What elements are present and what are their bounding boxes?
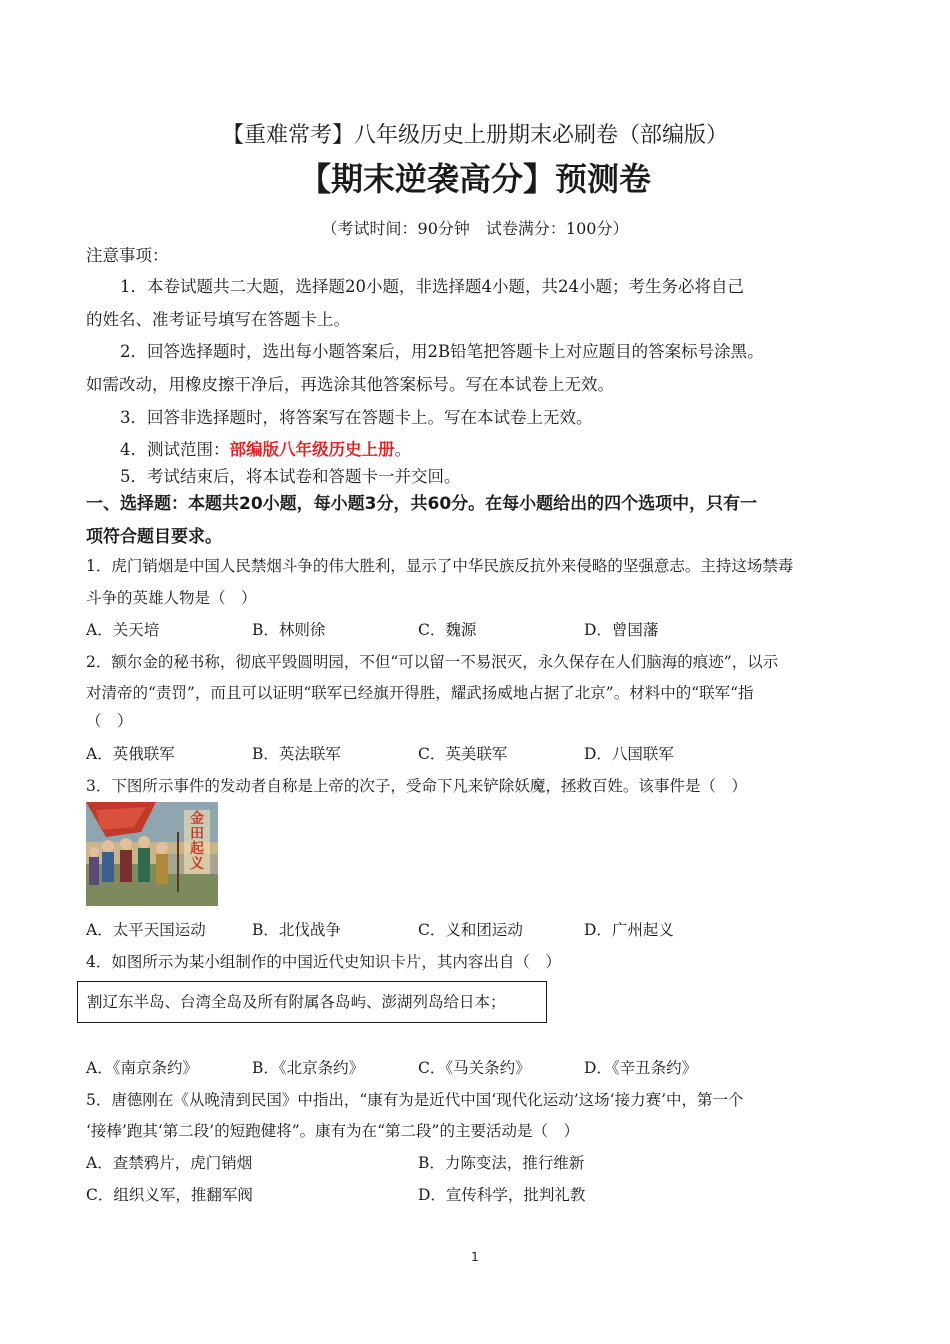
q4-option-d: D．《辛丑条约》: [584, 1059, 698, 1077]
section1-heading-line2: 项符合题目要求。: [86, 527, 222, 547]
q5-stem-line2: ‘接棒’跑其‘第二段’的短跑健将”。康有为在“第二段”的主要活动是（ ）: [86, 1122, 579, 1140]
note-3: 3．回答非选择题时，将答案写在答题卡上。写在本试卷上无效。: [120, 408, 593, 427]
exam-title-line1: 【重难常考】八年级历史上册期末必刷卷（部编版）: [221, 123, 728, 148]
q3-option-c: C．义和团运动: [418, 921, 523, 939]
q4-option-b: B．《北京条约》: [252, 1059, 365, 1077]
q2-option-b: B．英法联军: [252, 745, 341, 763]
q2-option-a: A．英俄联军: [86, 745, 175, 763]
note-1-line2: 的姓名、准考证号填写在答题卡上。: [86, 310, 350, 329]
note-4-prefix: 4．测试范围：: [120, 440, 230, 459]
q2-stem-line1: 2．额尔金的秘书称，彻底平毁圆明园，不但“可以留一不易泯灭，永久保存在人们脑海的痕迹”，以示: [86, 653, 779, 671]
q5-option-a: A．查禁鸦片，虎门销烟: [86, 1154, 253, 1172]
notes-heading: 注意事项：: [86, 246, 169, 265]
page-number: 1: [471, 1250, 479, 1264]
q5-option-d: D．宣传科学，批判礼教: [418, 1186, 586, 1204]
q3-option-d: D．广州起义: [584, 921, 674, 939]
test-scope-highlight: 部编版八年级历史上册: [229, 440, 395, 459]
q4-option-a: A．《南京条约》: [86, 1059, 198, 1077]
q5-option-b: B．力陈变法，推行维新: [418, 1154, 585, 1172]
q4-stem-line1: 4．如图所示为某小组制作的中国近代史知识卡片，其内容出自（ ）: [86, 953, 561, 971]
q1-stem-line2: 斗争的英雄人物是（ ）: [86, 589, 257, 607]
q5-option-c: C．组织义军，推翻军阀: [86, 1186, 253, 1204]
jintian-uprising-illustration: [86, 802, 218, 906]
note-2-line1: 2．回答选择题时，选出每小题答案后，用2B铅笔把答题卡上对应题目的答案标号涂黑。: [120, 342, 764, 361]
q2-stem-line2: 对清帝的“责罚”，而且可以证明“联军已经旗开得胜，耀武扬威地占据了北京”。材料中的“联军“指: [86, 684, 754, 702]
note-2-line2: 如需改动，用橡皮擦干净后，再选涂其他答案标号。写在本试卷上无效。: [86, 375, 614, 394]
q4-option-c: C．《马关条约》: [418, 1059, 531, 1077]
q2-option-d: D．八国联军: [584, 745, 674, 763]
exam-info: （考试时间：90分钟 试卷满分：100分）: [321, 219, 629, 238]
q2-option-c: C．英美联军: [418, 745, 508, 763]
q1-option-b: B．林则徐: [252, 621, 326, 639]
note-5: 5．考试结束后，将本试卷和答题卡一并交回。: [120, 467, 461, 486]
q2-stem-line3: （ ）: [86, 712, 133, 730]
knowledge-card-text: 割辽东半岛、台湾全岛及所有附属各岛屿、澎湖列岛给日本；: [87, 993, 506, 1011]
note-1-line1: 1．本卷试题共二大题，选择题20小题，非选择题4小题，共24小题；考生务必将自己: [120, 277, 744, 296]
q3-stem-line1: 3．下图所示事件的发动者自称是上帝的次子，受命下凡来铲除妖魔，拯救百姓。该事件是（ ）: [86, 777, 747, 795]
q1-option-a: A．关天培: [86, 621, 160, 639]
q3-option-a: A．太平天国运动: [86, 921, 206, 939]
section1-heading-line1: 一、选择题：本题共20小题，每小题3分，共60分。在每小题给出的四个选项中，只有一: [86, 494, 758, 514]
q3-option-b: B．北伐战争: [252, 921, 341, 939]
illustration-caption: 金田起义: [190, 811, 204, 872]
note-4: [120, 436, 411, 460]
q5-stem-line1: 5．唐德刚在《从晚清到民国》中指出，“康有为是近代中国‘现代化运动’这场‘接力赛’中，第一个: [86, 1091, 744, 1109]
q1-option-d: D．曾国藩: [584, 621, 659, 639]
q1-stem-line1: 1．虎门销烟是中国人民禁烟斗争的伟大胜利，显示了中华民族反抗外来侵略的坚强意志。主持这场禁毒: [86, 557, 794, 575]
q1-option-c: C．魏源: [418, 621, 477, 639]
note-4-suffix: 。: [394, 440, 411, 459]
exam-title-line2: 【期末逆袭高分】预测卷: [298, 160, 651, 198]
